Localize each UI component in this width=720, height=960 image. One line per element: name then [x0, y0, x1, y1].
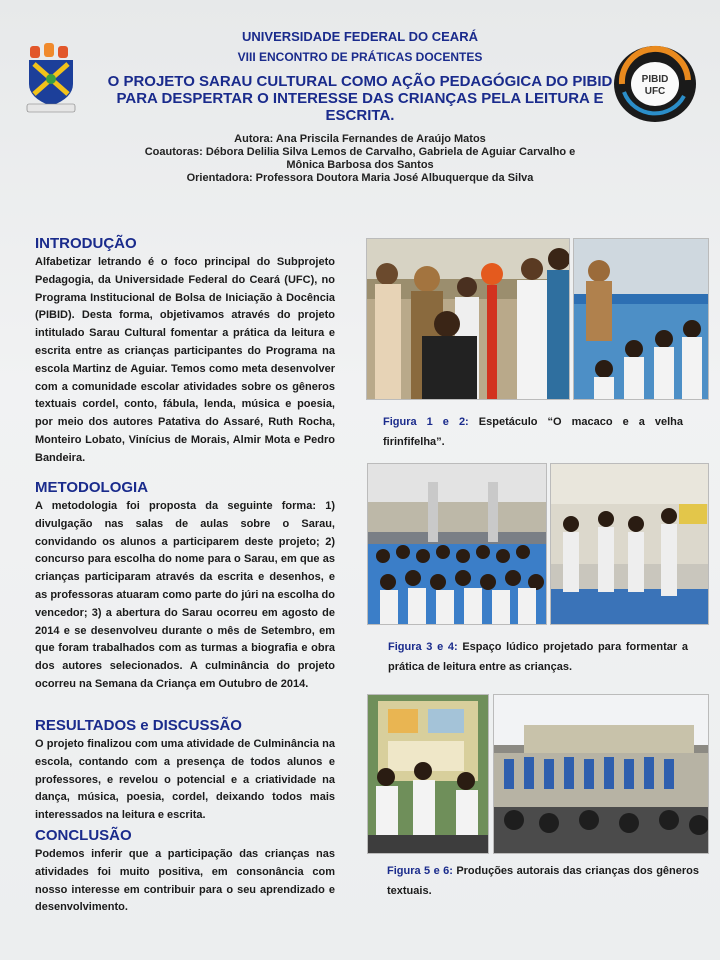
caption-label: Figura 3 e 4: — [388, 641, 458, 653]
author-line: Autora: Ana Priscila Fernandes de Araújo Matos — [234, 133, 486, 145]
caption-figures-3-4 — [388, 637, 688, 677]
caption-figures-1-2 — [383, 412, 683, 452]
caption-figures-5-6 — [387, 861, 699, 901]
results-heading: RESULTADOS e DISCUSSÃO — [35, 717, 242, 734]
photo-figure-6 — [493, 694, 709, 854]
caption-text: Espaço lúdico projetado para formentar a prática de leitura entre as crianças. — [388, 641, 688, 673]
pibid-ufc-logo — [612, 44, 698, 124]
conclusion-section — [35, 826, 335, 919]
conclusion-text: Podemos inferir que a participação das crianças nas atividades foi muito positiva, em consonância com nosso interesse em contribuir para o seu aprendizado e desenvolvimento. — [35, 848, 335, 914]
photo-figure-1 — [366, 238, 570, 400]
poster-title: O PROJETO SARAU CULTURAL COMO AÇÃO PEDAGÓGICA DO PIBID PARA DESPERTAR O INTERESSE DAS CRIANÇAS PELA LEITURA E ESCRITA. — [107, 73, 613, 124]
results-section — [35, 716, 335, 827]
introduction-section — [35, 234, 335, 470]
coauthors-line-2: Mônica Barbosa dos Santos — [286, 159, 434, 171]
caption-text: Produções autorais das crianças dos gêneros textuais. — [387, 865, 699, 897]
caption-label: Figura 1 e 2: — [383, 416, 469, 428]
methodology-text: A metodologia foi proposta da seguinte forma: 1) divulgação nas salas de aulas sobre o Sarau, convidando os alunos a participarem deste projeto; 2) concurso para escolha do nome para o Sarau, em que as crianças participaram através da escrita e desenhos, e as professoras atuaram como parte do júri na escolha do vencedor; 3) a abertura do Sarau ocorreu em agosto de 2014 e se desenvolveu durante o mês de Setembro, em que foram trabalhados com as turmas a biografia e obra dos autores selecionados. A culminância do projeto ocorreu na Semana da Criança em Outubro de 2014. — [35, 500, 335, 690]
results-text: O projeto finalizou com uma atividade de Culminância na escola, contando com a presença de todos alunos e professores, e revelou o potencial e a criatividade na dança, música, poesia, cordel, deixando todos mais interessados na leitura e escrita. — [35, 738, 335, 822]
conclusion-heading: CONCLUSÃO — [35, 827, 132, 844]
introduction-heading: INTRODUÇÃO — [35, 235, 137, 252]
advisor-line: Orientadora: Professora Doutora Maria José Albuquerque da Silva — [186, 172, 534, 184]
photo-figure-4 — [550, 463, 709, 625]
event-name: VIII ENCONTRO DE PRÁTICAS DOCENTES — [237, 50, 483, 64]
ufc-logo-text: UFC — [644, 86, 666, 97]
caption-label: Figura 5 e 6: — [387, 865, 453, 877]
photo-figure-3 — [367, 463, 547, 625]
introduction-text: Alfabetizar letrando é o foco principal do Subprojeto Pedagogia, da Universidade Federal do Ceará (UFC), no Programa Institucional de Bolsa de Iniciação à Docência (PIBID). Desta forma, objetivamos através do projeto intitulado Sarau Cultural fomentar a prática da leitura e escrita entre as crianças participantes do Programa na escola Martinz de Aguiar. Temos como meta desenvolver com a comunidade escolar atividades sobre os gêneros textuais cordel, conto, fábula, lenda, música e poesia, por meio dos autores Patativa do Assaré, Ruth Rocha, Monteiro Lobato, Vinícius de Morais, Almir Mota e Pedro Bandeira. — [35, 256, 335, 464]
university-name: UNIVERSIDADE FEDERAL DO CEARÁ — [242, 29, 478, 44]
pibid-logo-text: PIBID — [641, 74, 669, 85]
coauthors-line-1: Coautoras: Débora Delilia Silva Lemos de Carvalho, Gabriela de Aguiar Carvalho e — [144, 146, 576, 158]
methodology-section — [35, 478, 335, 696]
photo-figure-5 — [367, 694, 489, 854]
methodology-heading: METODOLOGIA — [35, 479, 149, 496]
photo-figure-2 — [573, 238, 709, 400]
poster-header — [0, 0, 720, 200]
caption-text: Espetáculo “O macaco e a velha firinfifelha”. — [383, 416, 684, 448]
ufc-crest-logo — [26, 40, 84, 114]
